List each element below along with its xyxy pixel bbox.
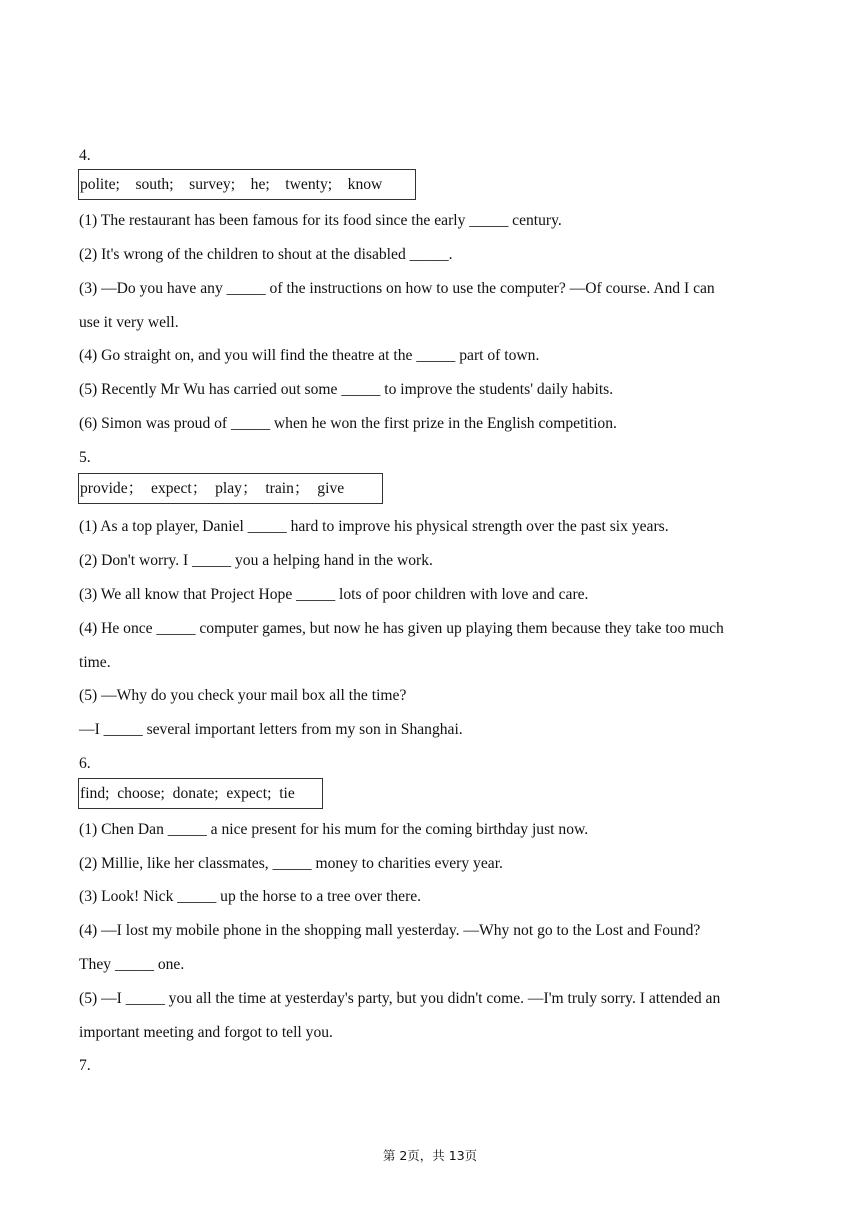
section-4-word-box: polite; south; survey; he; twenty; know bbox=[78, 169, 416, 200]
section-5-word-box: provide； expect； play； train； give bbox=[78, 473, 383, 504]
section-4-number: 4. bbox=[79, 147, 91, 164]
section-6-q4: (4) —I lost my mobile phone in the shopping mall yesterday. —Why not go to the Lost and Found? bbox=[79, 922, 701, 939]
page-footer: 第 2页，共 13页 bbox=[382, 1148, 478, 1163]
section-4-q3-continued: use it very well. bbox=[79, 314, 179, 331]
section-4-q3: (3) —Do you have any _____ of the instructions on how to use the computer? —Of course. And I can bbox=[79, 280, 715, 297]
section-5-q3: (3) We all know that Project Hope _____ lots of poor children with love and care. bbox=[79, 586, 589, 603]
section-7-number: 7. bbox=[79, 1057, 91, 1074]
section-6-q4-continued: They _____ one. bbox=[79, 956, 185, 973]
section-6-number: 6. bbox=[79, 755, 91, 772]
section-5-q2: (2) Don't worry. I _____ you a helping hand in the work. bbox=[79, 552, 433, 569]
section-5-q5: (5) —Why do you check your mail box all the time? bbox=[79, 687, 407, 704]
section-6-q2: (2) Millie, like her classmates, _____ money to charities every year. bbox=[79, 855, 503, 872]
section-6-q3: (3) Look! Nick _____ up the horse to a tree over there. bbox=[79, 888, 422, 905]
section-5-q4: (4) He once _____ computer games, but now he has given up playing them because they take too much bbox=[79, 620, 724, 637]
section-6-q1: (1) Chen Dan _____ a nice present for his mum for the coming birthday just now. bbox=[79, 821, 589, 838]
section-6-q5-continued: important meeting and forgot to tell you. bbox=[79, 1024, 333, 1041]
section-5-q5-answer: —I _____ several important letters from my son in Shanghai. bbox=[79, 721, 463, 738]
section-6-q5: (5) —I _____ you all the time at yesterday's party, but you didn't come. —I'm truly sorry. I attended an bbox=[79, 990, 721, 1007]
section-5-q4-continued: time. bbox=[79, 654, 111, 671]
section-4-q5: (5) Recently Mr Wu has carried out some _____ to improve the students' daily habits. bbox=[79, 381, 614, 398]
section-5-q1: (1) As a top player, Daniel _____ hard to improve his physical strength over the past six years. bbox=[79, 518, 669, 535]
section-4-q6: (6) Simon was proud of _____ when he won the first prize in the English competition. bbox=[79, 415, 617, 432]
section-5-number: 5. bbox=[79, 449, 91, 466]
section-6-word-box: find; choose; donate; expect; tie bbox=[78, 778, 323, 809]
section-4-q1: (1) The restaurant has been famous for its food since the early _____ century. bbox=[79, 212, 562, 229]
section-4-q2: (2) It's wrong of the children to shout at the disabled _____. bbox=[79, 246, 453, 263]
section-4-q4: (4) Go straight on, and you will find the theatre at the _____ part of town. bbox=[79, 347, 540, 364]
